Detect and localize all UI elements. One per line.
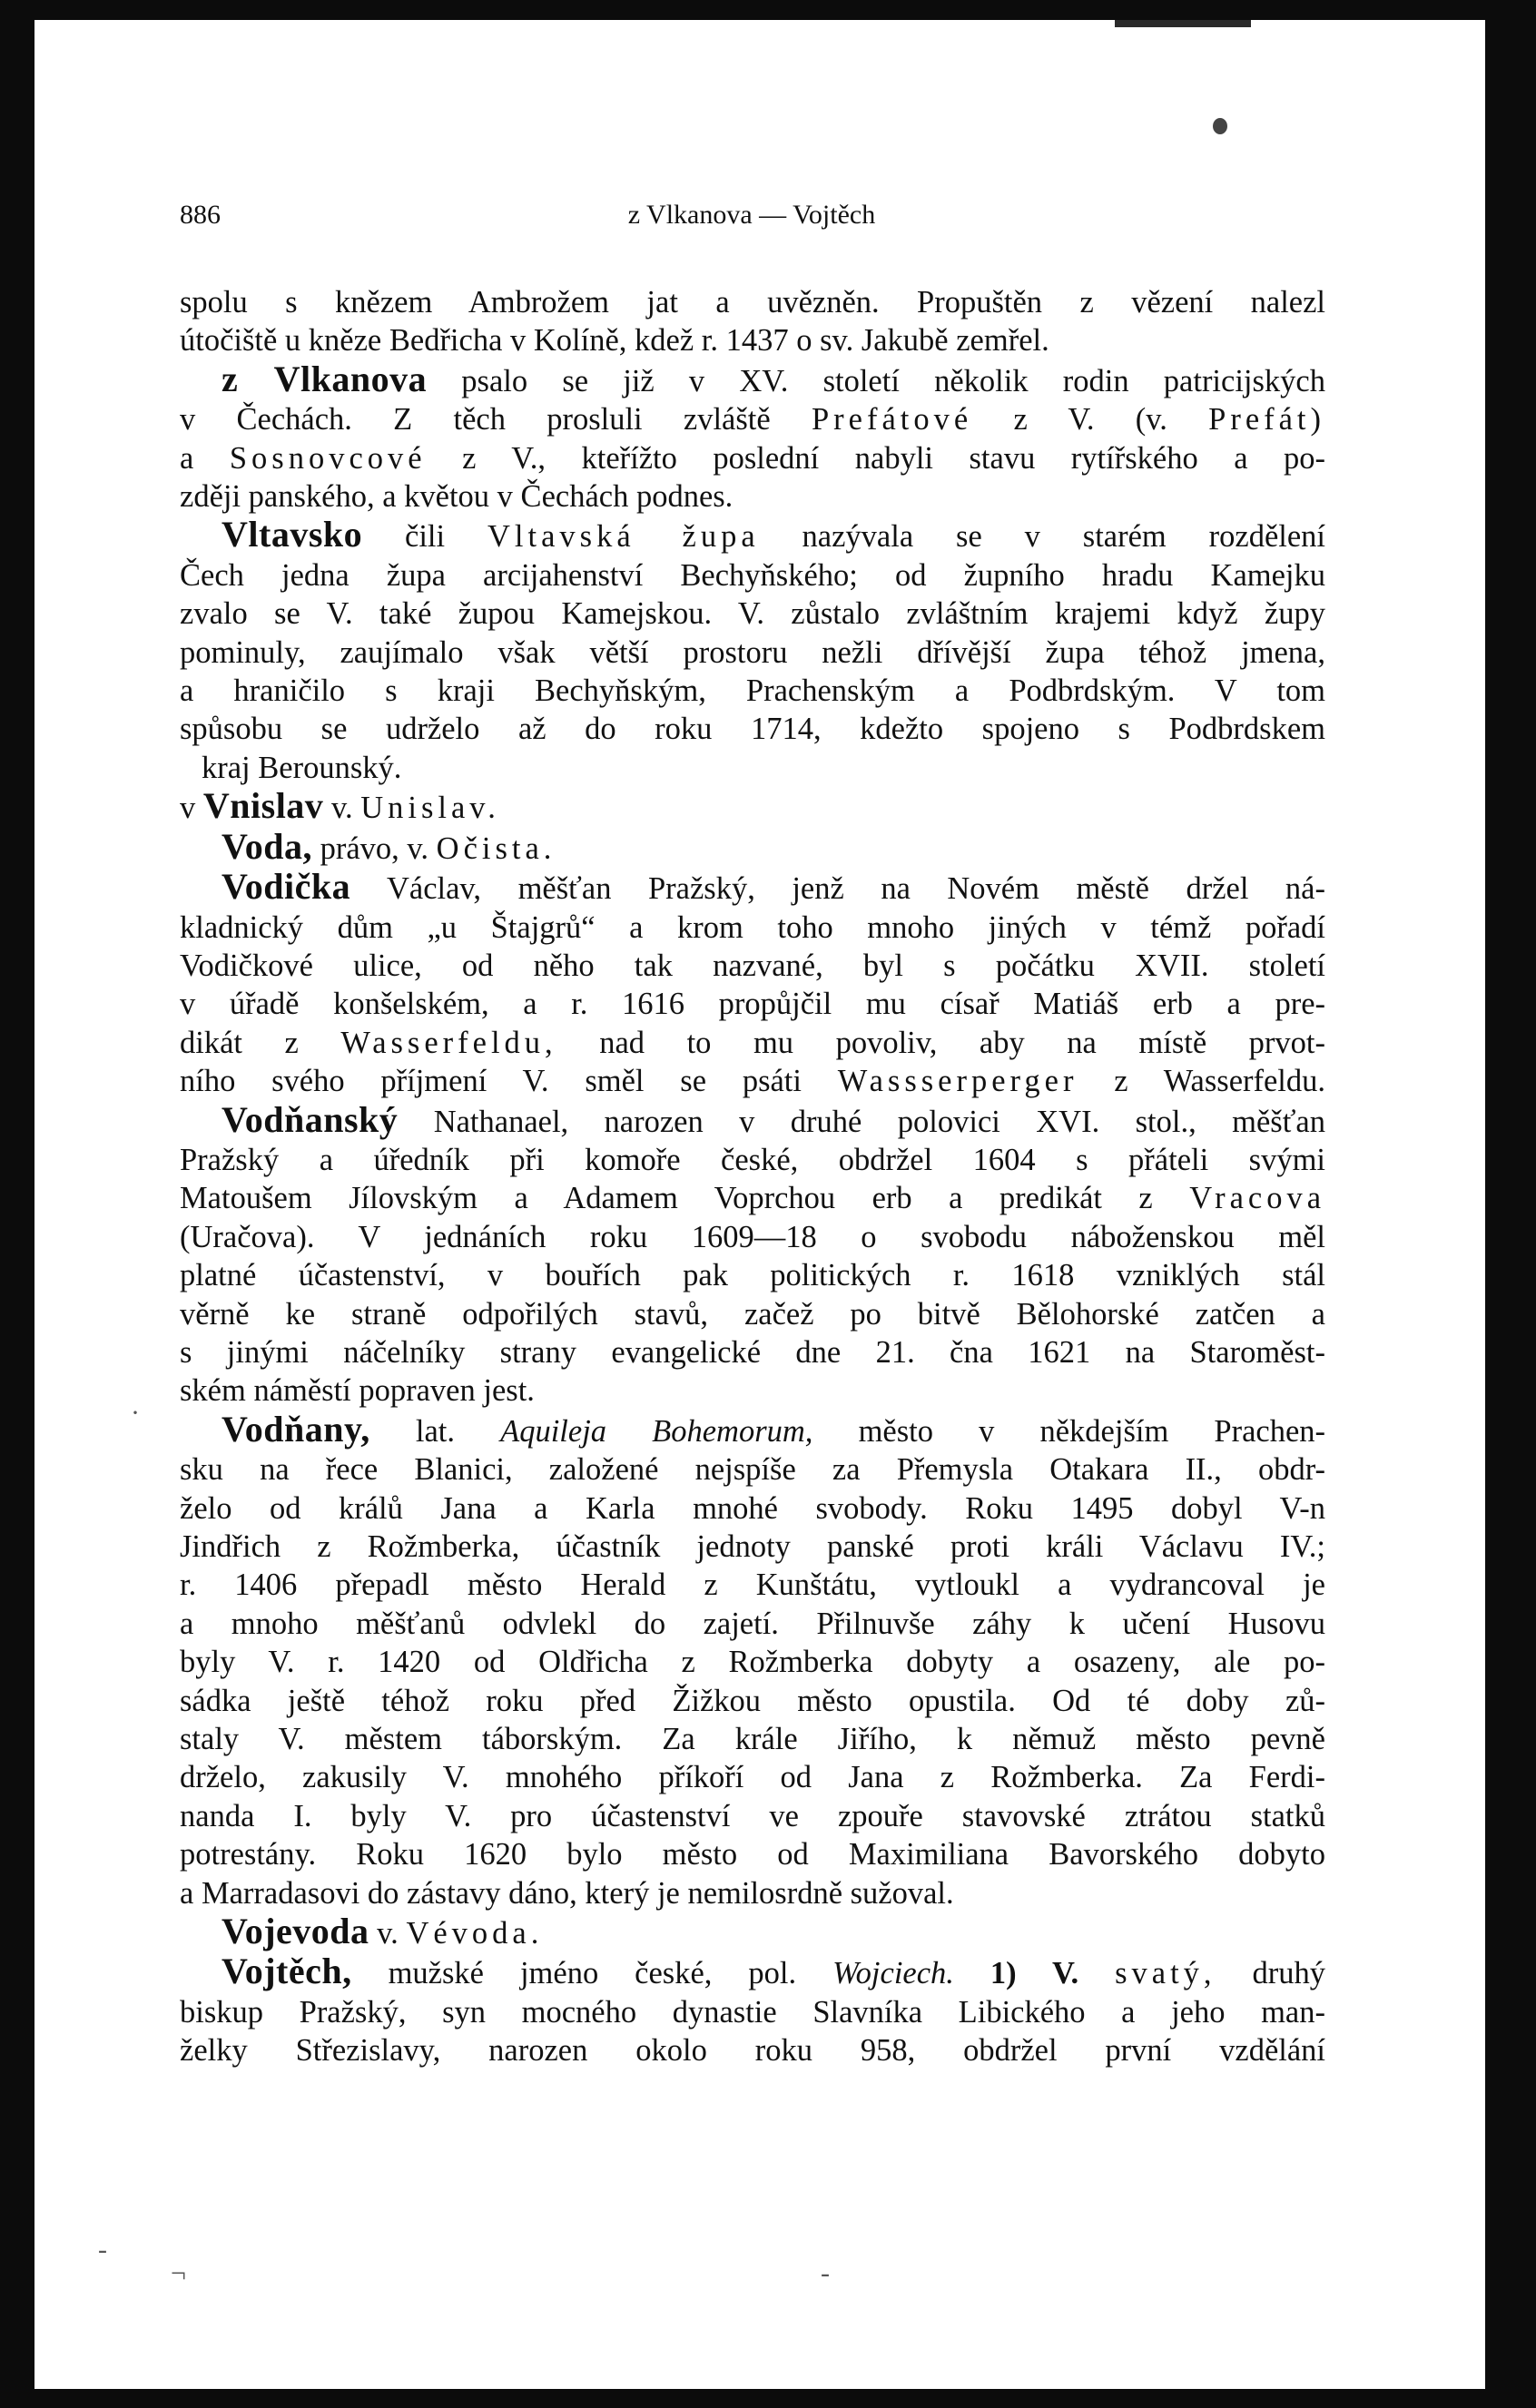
text-line: kladnický dům „u Štajgrů“ a krom toho mnoho jiných v témž pořadí: [180, 909, 1325, 945]
text-line: Matoušem Jílovským a Adamem Voprchou erb a predikát z Vracova: [180, 1181, 1325, 1216]
headword: Voda,: [222, 827, 312, 867]
entry-vojtech: Vojtěch, mužské jméno české, pol. Wojciech. 1) V. svatý, druhý: [222, 1952, 1325, 1992]
text-line: a hraničilo s kraji Bechyňským, Prachenským a Podbrdským. V tom: [180, 673, 1325, 709]
margin-dash: -: [98, 2235, 107, 2265]
entry-vodnansky: Vodňanský Nathanael, narozen v druhé polovici XVI. stol., měšťan: [222, 1100, 1325, 1140]
text-line: Čech jedna župa arcijahenství Bechyňského; od župního hradu Kamejku: [180, 557, 1325, 593]
margin-dash: -: [821, 2258, 830, 2288]
text-line: věrně ke straně odpořilých stavů, začež po bitvě Bělohorské zatčen a: [180, 1296, 1325, 1332]
text-line: Vodičkové ulice, od něho tak nazvané, byl s počátku XVII. století: [180, 948, 1325, 983]
text-line: potrestány. Roku 1620 bylo město od Maximiliana Bavorského dobyto: [180, 1837, 1325, 1872]
page-header: [180, 200, 1324, 245]
text-line: sku na řece Blanici, založené nejspíše za Přemysla Otakara II., obdr-: [180, 1452, 1325, 1488]
text-line: dikát z Wasserfeldu, nad to mu povoliv, aby na místě prvot-: [180, 1025, 1325, 1060]
text-line: ském náměstí popraven jest.: [180, 1373, 535, 1409]
text-line: byly V. r. 1420 od Oldřicha z Rožmberka dobyty a osazeny, ale po-: [180, 1645, 1325, 1680]
text-line: platné účastenství, v bouřích pak politických r. 1618 vzniklých stál: [180, 1258, 1325, 1293]
headword: Vltavsko: [222, 516, 363, 555]
headword: Vodička: [222, 868, 351, 908]
text-line: nanda I. byly V. pro účastenství ve zpouře stavovské ztrátou statků: [180, 1798, 1325, 1833]
text-line: s jinými náčelníky strany evangelické dne 21. čna 1621 na Staroměst-: [180, 1334, 1325, 1370]
text-line: a Sosnovcové z V., kteřížto poslední nabyli stavu rytířského a po-: [180, 440, 1325, 476]
headword: Vodňanský: [222, 1100, 399, 1140]
text-line: drželo, zakusily V. mnohého příkoří od Jana z Rožmberka. Za Ferdi-: [180, 1760, 1325, 1795]
headword: Vojevoda: [222, 1912, 369, 1952]
text-line: v úřadě konšelském, a r. 1616 propůjčil mu císař Matiáš erb a pre-: [180, 987, 1325, 1022]
text-line: a Marradasovi do zástavy dáno, který je nemilosrdně sužoval.: [180, 1875, 954, 1911]
text-line: želky Střezislavy, narozen okolo roku 958, obdržel první vzdělání: [180, 2033, 1325, 2069]
text-line: staly V. městem táborským. Za krále Jiřího, k němuž město pevně: [180, 1722, 1325, 1757]
text-line: (Uračova). V jednáních roku 1609—18 o svobodu náboženskou měl: [180, 1219, 1325, 1254]
entry-z-vlkanova: z Vlkanova psalo se již v XV. století několik rodin patricijských: [222, 359, 1325, 399]
scan-edge: [1115, 20, 1251, 27]
headword: Vnislav: [202, 787, 324, 827]
text-line: Jindřich z Rožmberka, účastník jednoty panské proti králi Václavu IV.;: [180, 1529, 1325, 1564]
margin-bullet: ·: [131, 1398, 140, 1428]
dictionary-text: [180, 283, 1325, 2070]
text-line: a mnoho měšťanů odvlekl do zajetí. Přilnuvše záhy k učení Husovu: [180, 1606, 1325, 1641]
text-line: biskup Pražský, syn mocného dynastie Slavníka Libického a jeho man-: [180, 1994, 1325, 2030]
text-line: kraj Berounský.: [202, 750, 402, 785]
entry-voda: Voda, právo, v. Očista.: [222, 827, 556, 867]
headword: Vodňany,: [222, 1410, 370, 1450]
text-line: spůsobu se udrželo až do roku 1714, kdežto spojeno s Podbrdskem: [180, 712, 1325, 747]
entry-vodicka: Vodička Václav, měšťan Pražský, jenž na Novém městě držel ná-: [222, 868, 1325, 908]
margin-tick: ¬: [171, 2258, 186, 2288]
text-line: ního svého příjmení V. směl se psáti Wassserperger z Wasserfeldu.: [180, 1064, 1325, 1099]
text-line: sádka ještě téhož roku před Žižkou město opustila. Od té doby zů-: [180, 1683, 1325, 1718]
entry-vojevoda: Vojevoda v. Vévoda.: [222, 1912, 544, 1952]
text-line: v Čechách. Z těch prosluli zvláště Prefátové z V. (v. Prefát): [180, 402, 1325, 437]
text-line: želo od králů Jana a Karla mnohé svobody. Roku 1495 dobyl V-n: [180, 1490, 1325, 1526]
headword: Vojtěch,: [222, 1952, 352, 1992]
page-number: 886: [180, 200, 221, 230]
running-title: z Vlkanova — Vojtěch: [627, 200, 876, 230]
text-line: r. 1406 přepadl město Herald z Kunštátu, vytloukl a vydrancoval je: [180, 1568, 1325, 1603]
entry-vltavsko: Vltavsko čili Vltavská župa nazývala se v starém rozdělení: [222, 516, 1325, 555]
text-line: spolu s knězem Ambrožem jat a uvězněn. Propuštěn z vězení nalezl: [180, 285, 1325, 319]
ink-spot: [1213, 118, 1227, 134]
text-line: zději panského, a květou v Čechách podnes.: [180, 479, 734, 515]
entry-vodnany: Vodňany, lat. Aquileja Bohemorum, město v někdejším Prachen-: [222, 1410, 1325, 1450]
book-page: [34, 20, 1485, 2389]
headword: z Vlkanova: [222, 359, 428, 399]
text-line: pominuly, zaujímalo však větší prostoru nežli dřívější župa téhož jmena,: [180, 634, 1325, 670]
text-line: Pražský a úředník při komoře české, obdržel 1604 s přáteli svými: [180, 1142, 1325, 1177]
text-line: útočiště u kněze Bedřicha v Kolíně, kdež r. 1437 o sv. Jakubě zemřel.: [180, 323, 1049, 359]
entry-vnislav: v Vnislav v. Unislav.: [180, 787, 500, 827]
text-line: zvalo se V. také župou Kamejskou. V. zůstalo zvláštním krajemi když župy: [180, 596, 1325, 632]
